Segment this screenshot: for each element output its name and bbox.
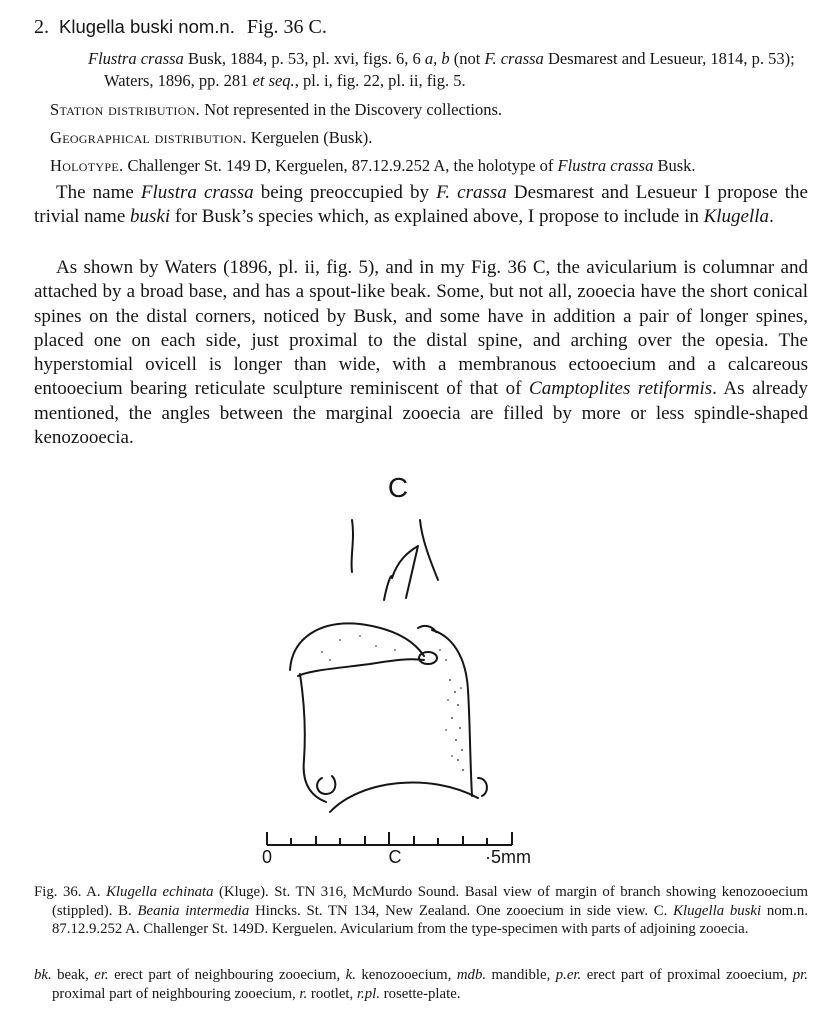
field-label: Geographical distribution.: [50, 128, 247, 147]
abbr-text: erect part of proximal zooecium,: [581, 967, 793, 983]
species-name: Klugella buski nom.n.: [59, 16, 235, 37]
proximal-zooecium: [330, 782, 478, 812]
synonymy-text: Busk, 1884, p. 53, pl. xvi, figs. 6, 6: [183, 49, 425, 68]
figure-36c: [0, 460, 840, 880]
field-label: Station distribution.: [50, 100, 201, 119]
text-run: for Busk’s species which, as explained above, I propose to include in: [170, 206, 704, 228]
scale-bar: [267, 832, 512, 845]
beak-lower: [298, 659, 424, 676]
caption-species: Klugella echinata: [106, 884, 214, 900]
abbr: bk.: [34, 967, 52, 983]
italic-name: Camptoplites retiformis: [529, 378, 713, 400]
figure-caption: [34, 883, 808, 939]
italic-name: Klugella: [703, 206, 770, 228]
abbr-text: proximal part of neighbouring zooecium,: [52, 985, 300, 1002]
abbr: k.: [345, 967, 356, 983]
caption-text: Fig. 36. A.: [34, 884, 107, 900]
field-text: Not represented in the Discovery collections.: [200, 100, 503, 119]
synonymy-entry: [88, 48, 824, 92]
field-text: Challenger St. 149 D, Kerguelen, 87.12.9.252 A, the holotype of: [123, 156, 558, 175]
italic-name: F. crassa: [436, 182, 507, 203]
field-text: Busk.: [653, 156, 696, 175]
abbr-text: mandible,: [486, 967, 556, 983]
abbr: mdb.: [456, 967, 487, 983]
synonymy-name: F. crassa: [484, 49, 544, 68]
scale-label-mid: C: [388, 847, 402, 867]
scale-label-zero: 0: [261, 847, 273, 867]
holotype-species: Flustra crassa: [557, 156, 654, 175]
abbr: pr.: [792, 967, 808, 983]
paragraph-naming: [34, 181, 808, 230]
text-run: . As already mentioned, the angles between the marginal zooecia are filled by more or less spindle-shaped kenozooecia.: [34, 378, 808, 449]
panel-label: C: [387, 472, 409, 503]
abbr-text: beak,: [51, 967, 95, 983]
neighbour-zooecium-left-edge: [352, 520, 353, 572]
synonymy-text: Desmarest and Lesueur, 1814, p. 53); Waters, 1896, pp. 281: [104, 49, 795, 90]
scale-label-end: ·5mm: [485, 847, 531, 867]
beak-aperture: [419, 652, 437, 664]
mandible-base: [384, 576, 392, 600]
geographical-distribution: [50, 128, 372, 148]
abbr: er.: [94, 967, 109, 983]
italic-name: Flustra crassa: [140, 182, 254, 203]
abbr: r.: [299, 985, 308, 1002]
caption-text: Hincks. St. TN 134, New Zealand. One zooecium in side view. C.: [249, 902, 674, 919]
column-left: [300, 674, 326, 802]
avicularium-drawing: [290, 520, 487, 812]
abbr: p.er.: [555, 967, 582, 983]
caption-species: Beania intermedia: [137, 902, 250, 919]
synonymy-etseq: et seq.: [252, 71, 295, 90]
stippling: [321, 635, 464, 771]
synonymy-text: , pl. i, fig. 22, pl. ii, fig. 5.: [294, 71, 466, 90]
beak-upper: [290, 623, 424, 670]
rootlet-right: [478, 778, 487, 796]
abbr-text: rosette-plate.: [379, 985, 461, 1002]
field-label: Holotype.: [50, 156, 124, 175]
text-run: being preoccupied by: [253, 182, 437, 203]
text-run: As shown by Waters (1896, pl. ii, fig. 5), and in my Fig. 36 C, the avicularium is columnar and attached by a broad base, and has a spout-like beak. Some, but not all, zooecia have the short conical spines on the distal corners, noticed by Busk, and some have in addition a pair of longer spines, placed one on each side, just proximal to the distal spine, and arching over the opesia. The hyperstomial ovicell is longer than wide, with a membranous ectooecium and a calcareous entooecium bearing reticulate sculpture reminiscent of that of: [34, 257, 808, 400]
caption-text: nom.n. 87.12.9.252 A. Challenger St. 149D. Kerguelen. Avicularium from the type-specimen with parts of adjoining zooecia.: [52, 902, 808, 938]
caption-text: (Kluge). St. TN 316, McMurdo Sound. Basal view of margin of branch showing kenozooecium (stippled). B.: [52, 884, 808, 919]
abbr-text: erect part of neighbouring zooecium,: [108, 967, 346, 983]
species-number: 2.: [34, 16, 49, 38]
abbr: r.pl.: [356, 985, 380, 1002]
synonymy-text: (not: [449, 49, 485, 68]
italic-name: buski: [130, 206, 171, 228]
text-run: Desmarest and Lesueur I propose the trivial name: [34, 182, 808, 228]
species-heading: [34, 16, 327, 39]
neighbour-zooecium-right-edge: [420, 520, 438, 580]
column-right: [432, 630, 472, 796]
paragraph-description: [34, 256, 808, 450]
abbr-text: rootlet,: [307, 985, 357, 1002]
caption-species: Klugella buski: [673, 902, 762, 919]
mandible: [392, 546, 418, 598]
text-run: .: [769, 206, 774, 228]
abbreviations-legend: [34, 966, 808, 1003]
figure-reference: Fig. 36 C.: [246, 16, 327, 38]
synonym-genus: Flustra crassa: [88, 49, 184, 68]
text-run: The name: [56, 182, 141, 203]
rootlet-left: [317, 776, 335, 794]
abbr-text: kenozooecium,: [355, 967, 457, 983]
station-distribution: [50, 100, 502, 120]
synonymy-figs: a, b: [424, 49, 450, 68]
field-text: Kerguelen (Busk).: [246, 128, 373, 147]
holotype: [50, 156, 696, 176]
